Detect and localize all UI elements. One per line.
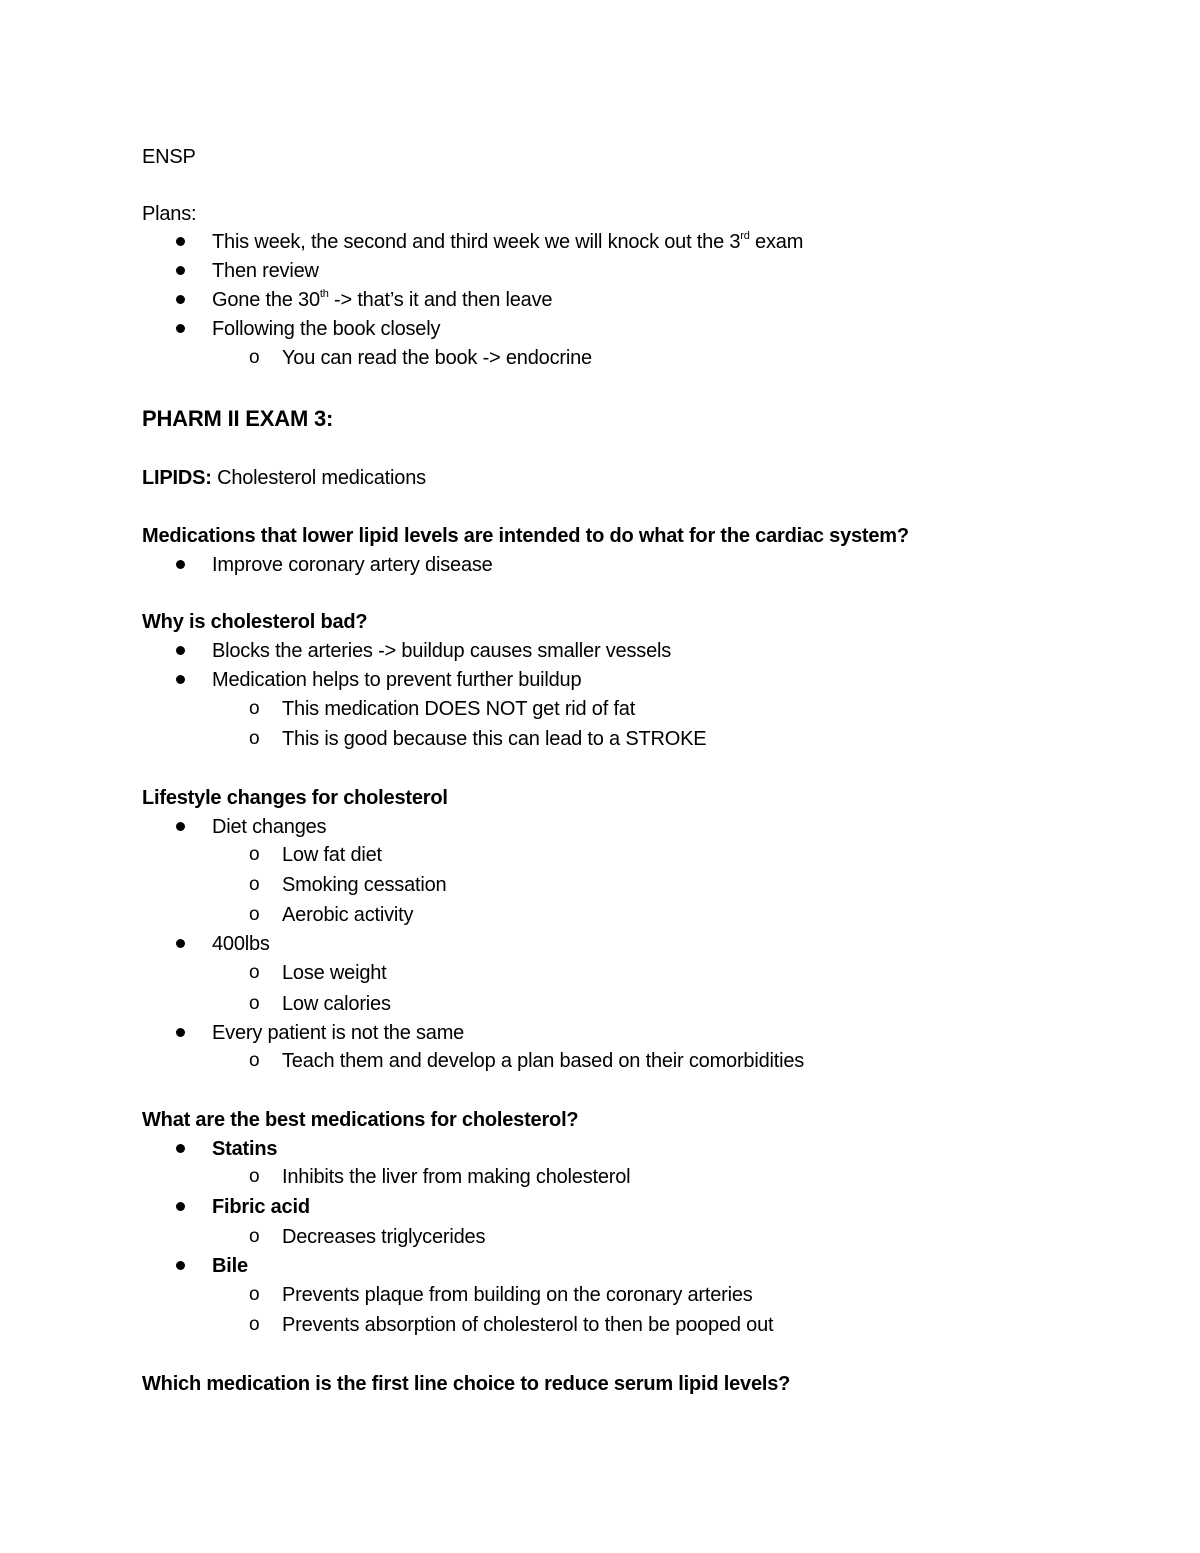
bullet-dot bbox=[176, 1028, 185, 1037]
sub-bullet-circle: o bbox=[249, 1050, 260, 1071]
bullet-dot bbox=[176, 324, 185, 333]
question-4-answer-1-sub-1: Inhibits the liver from making cholesterol bbox=[282, 1166, 631, 1188]
bullet-dot bbox=[176, 675, 185, 684]
question-2: Why is cholesterol bad? bbox=[142, 611, 368, 633]
bullet-dot bbox=[176, 939, 185, 948]
plans-item-3: Gone the 30th -> that’s it and then leave bbox=[212, 288, 553, 311]
question-4-answer-2-sub-1: Decreases triglycerides bbox=[282, 1226, 486, 1248]
question-4-answer-3-sub-1: Prevents plaque from building on the coronary arteries bbox=[282, 1284, 753, 1306]
bullet-dot bbox=[176, 266, 185, 275]
sub-bullet-circle: o bbox=[249, 904, 260, 925]
question-4-answer-3-sub-2: Prevents absorption of cholesterol to then be pooped out bbox=[282, 1314, 774, 1336]
question-3-answer-1-sub-2: Smoking cessation bbox=[282, 874, 447, 896]
sub-bullet-circle: o bbox=[249, 874, 260, 895]
sub-bullet-circle: o bbox=[249, 347, 260, 368]
question-3: Lifestyle changes for cholesterol bbox=[142, 787, 448, 809]
bullet-dot bbox=[176, 822, 185, 831]
bullet-dot bbox=[176, 295, 185, 304]
plans-item-4: Following the book closely bbox=[212, 318, 441, 340]
question-3-answer-1-sub-1: Low fat diet bbox=[282, 844, 382, 866]
sub-bullet-circle: o bbox=[249, 1226, 260, 1247]
bullet-dot bbox=[176, 1144, 185, 1153]
question-3-answer-2-sub-1: Lose weight bbox=[282, 962, 387, 984]
question-3-answer-3-sub-1: Teach them and develop a plan based on their comorbidities bbox=[282, 1050, 805, 1072]
sub-bullet-circle: o bbox=[249, 1314, 260, 1335]
sub-bullet-circle: o bbox=[249, 698, 260, 719]
bullet-dot bbox=[176, 1202, 185, 1211]
question-3-answer-1-sub-3: Aerobic activity bbox=[282, 904, 414, 926]
sub-bullet-circle: o bbox=[249, 728, 260, 749]
document-title: ENSP bbox=[142, 146, 196, 168]
plans-item-2: Then review bbox=[212, 260, 319, 282]
question-5: Which medication is the first line choice to reduce serum lipid levels? bbox=[142, 1373, 791, 1395]
sub-bullet-circle: o bbox=[249, 993, 260, 1014]
bullet-dot bbox=[176, 237, 185, 246]
question-3-answer-2: 400lbs bbox=[212, 933, 270, 955]
question-4: What are the best medications for cholesterol? bbox=[142, 1109, 579, 1131]
bullet-dot bbox=[176, 560, 185, 569]
plans-item-4-sub-1: You can read the book -> endocrine bbox=[282, 347, 592, 369]
exam-heading: PHARM II EXAM 3: bbox=[142, 406, 334, 431]
plans-label: Plans: bbox=[142, 203, 197, 225]
question-2-answer-1: Blocks the arteries -> buildup causes smaller vessels bbox=[212, 640, 672, 662]
question-4-answer-1: Statins bbox=[212, 1138, 278, 1160]
sub-bullet-circle: o bbox=[249, 962, 260, 983]
question-3-answer-3: Every patient is not the same bbox=[212, 1022, 465, 1044]
question-1-answer-1: Improve coronary artery disease bbox=[212, 554, 493, 576]
plans-item-1: This week, the second and third week we will knock out the 3rd exam bbox=[212, 230, 804, 253]
question-2-answer-2-sub-1: This medication DOES NOT get rid of fat bbox=[282, 698, 636, 720]
sub-bullet-circle: o bbox=[249, 1166, 260, 1187]
question-2-answer-2-sub-2: This is good because this can lead to a STROKE bbox=[282, 728, 707, 750]
question-1: Medications that lower lipid levels are intended to do what for the cardiac system? bbox=[142, 525, 909, 547]
question-4-answer-2: Fibric acid bbox=[212, 1196, 310, 1218]
lipids-line: LIPIDS: Cholesterol medications bbox=[142, 467, 426, 489]
bullet-dot bbox=[176, 646, 185, 655]
question-3-answer-1: Diet changes bbox=[212, 816, 327, 838]
sub-bullet-circle: o bbox=[249, 844, 260, 865]
sub-bullet-circle: o bbox=[249, 1284, 260, 1305]
question-4-answer-3: Bile bbox=[212, 1255, 248, 1277]
question-3-answer-2-sub-2: Low calories bbox=[282, 993, 391, 1015]
question-2-answer-2: Medication helps to prevent further buildup bbox=[212, 669, 582, 691]
bullet-dot bbox=[176, 1261, 185, 1270]
